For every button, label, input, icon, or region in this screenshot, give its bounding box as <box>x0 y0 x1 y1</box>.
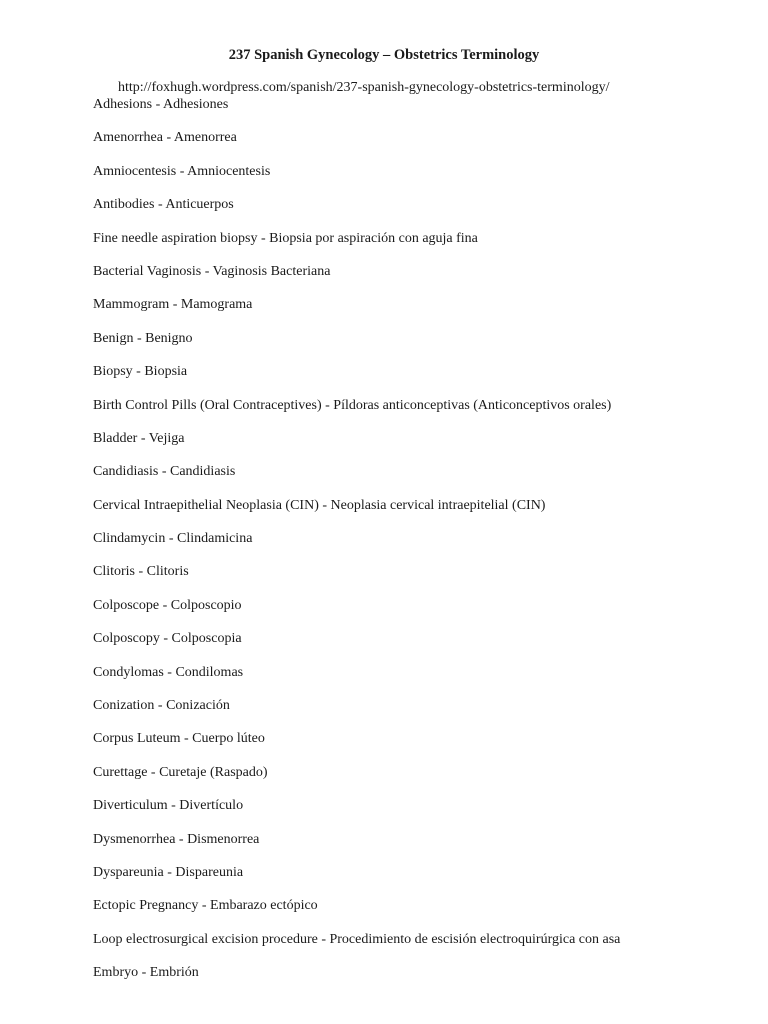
term-item: Cervical Intraepithelial Neoplasia (CIN) - Neoplasia cervical intraepitelial (CIN) <box>93 497 546 513</box>
term-item: Conization - Conización <box>93 698 230 714</box>
term-item: Colposcope - Colposcopio <box>93 597 242 613</box>
term-item: Corpus Luteum - Cuerpo lúteo <box>93 731 265 747</box>
document-title: 237 Spanish Gynecology – Obstetrics Terminology <box>228 47 540 63</box>
term-item: Amniocentesis - Amniocentesis <box>93 163 271 179</box>
term-item: Antibodies - Anticuerpos <box>93 197 234 213</box>
term-item: Birth Control Pills (Oral Contraceptives) - Píldoras anticonceptivas (Anticonceptivos orales) <box>93 397 612 413</box>
term-item: Loop electrosurgical excision procedure - Procedimiento de escisión electroquirúrgica con asa <box>93 931 621 947</box>
term-item: Clindamycin - Clindamicina <box>93 531 253 547</box>
term-item: Candidiasis - Candidiasis <box>93 464 236 480</box>
term-item: Amenorrhea - Amenorrea <box>93 130 237 146</box>
term-item: Clitoris - Clitoris <box>93 564 189 580</box>
term-item: Mammogram - Mamograma <box>93 297 253 313</box>
term-item: Fine needle aspiration biopsy - Biopsia por aspiración con aguja fina <box>93 230 478 246</box>
term-item: Colposcopy - Colposcopia <box>93 631 242 647</box>
term-item: Condylomas - Condilomas <box>93 664 244 680</box>
term-item: Dysmenorrhea - Dismenorrea <box>93 831 260 847</box>
term-item: Curettage - Curetaje (Raspado) <box>93 764 268 780</box>
term-item: Biopsy - Biopsia <box>93 364 188 380</box>
term-item: Diverticulum - Divertículo <box>93 798 244 814</box>
term-item: Bladder - Vejiga <box>93 430 185 446</box>
term-item: Ectopic Pregnancy - Embarazo ectópico <box>93 898 318 914</box>
term-item: Dyspareunia - Dispareunia <box>93 864 244 880</box>
source-url: http://foxhugh.wordpress.com/spanish/237-spanish-gynecology-obstetrics-terminology/ <box>118 80 610 95</box>
term-item: Adhesions - Adhesiones <box>93 97 229 112</box>
term-item: Embryo - Embrión <box>93 965 199 981</box>
term-list <box>93 96 620 998</box>
term-item: Benign - Benigno <box>93 330 193 346</box>
term-item: Bacterial Vaginosis - Vaginosis Bacteriana <box>93 263 331 279</box>
